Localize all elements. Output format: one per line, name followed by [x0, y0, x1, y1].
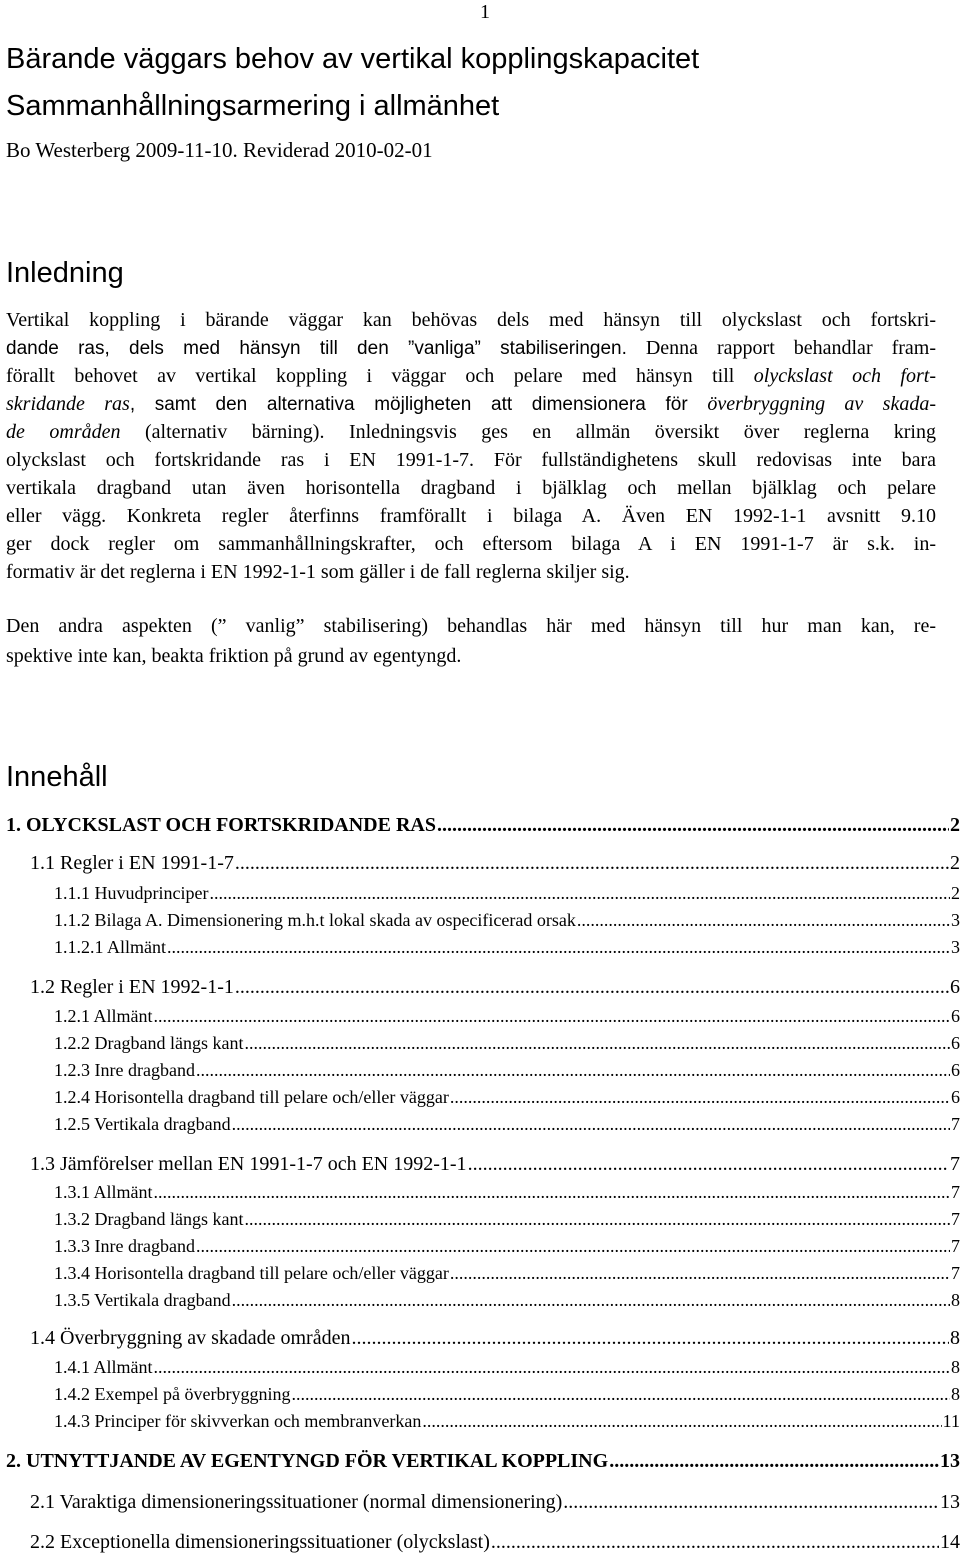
toc-leader-dots: [422, 1408, 941, 1434]
toc-leader-dots: [154, 1354, 951, 1380]
toc-entry-2-1[interactable]: [30, 1489, 960, 1515]
toc-entry-page: 7: [951, 1236, 960, 1256]
intro-paragraph-2: [6, 612, 936, 672]
toc-entry-1-1-1[interactable]: [54, 880, 960, 906]
toc-entry-text: 1.3.1 Allmänt: [54, 1182, 153, 1202]
toc-entry-text: 1.3.2 Dragband längs kant: [54, 1209, 244, 1229]
toc-entry-page: 13: [940, 1491, 960, 1513]
toc-entry-1-2-2[interactable]: [54, 1030, 960, 1056]
toc-leader-dots: [154, 1003, 951, 1029]
toc-entry-text: 1.3.3 Inre dragband: [54, 1236, 195, 1256]
section-heading-innehall: Innehåll: [6, 761, 108, 793]
toc-leader-dots: [291, 1381, 950, 1407]
intro-p1-line-2: [6, 334, 936, 362]
toc-leader-dots: [232, 1111, 950, 1137]
toc-leader-dots: [196, 1057, 950, 1083]
toc-entry-1-3-3[interactable]: [54, 1233, 960, 1259]
toc-leader-dots: [167, 934, 950, 960]
toc-leader-dots: [563, 1489, 939, 1515]
toc-entry-page: 8: [951, 1290, 960, 1310]
intro-p1-line-3-b: olyckslast och fort-: [753, 365, 936, 387]
toc-entry-1-2[interactable]: [30, 974, 960, 1000]
toc-entry-page: 6: [951, 1033, 960, 1053]
toc-entry-page: 7: [950, 1153, 960, 1175]
intro-p1-line-4: [6, 390, 936, 418]
toc-leader-dots: [244, 1206, 950, 1232]
toc-leader-dots: [468, 1151, 949, 1177]
toc-leader-dots: [351, 1325, 949, 1351]
toc-leader-dots: [235, 850, 949, 876]
toc-entry-1-3-4[interactable]: [54, 1260, 960, 1286]
toc-entry-text: 1.2.1 Allmänt: [54, 1006, 153, 1026]
intro-p1-line-2-b: Denna rapport behandlar fram-: [626, 337, 936, 359]
toc-entry-text: 2.2 Exceptionella dimensioneringssituationer (olyckslast): [30, 1531, 490, 1553]
intro-p2-line-2: spektive inte kan, beakta friktion på grund av egentyngd.: [6, 645, 462, 667]
toc-leader-dots: [154, 1179, 951, 1205]
toc-entry-1-3[interactable]: [30, 1151, 960, 1177]
toc-leader-dots: [437, 812, 949, 838]
toc-leader-dots: [244, 1030, 950, 1056]
toc-entry-text: 1.2.3 Inre dragband: [54, 1060, 195, 1080]
intro-p1-line-1: Vertikal koppling i bärande väggar kan behövas dels med hänsyn till olyckslast och fortskri-: [6, 309, 936, 331]
toc-entry-text: 1.3.5 Vertikala dragband: [54, 1290, 231, 1310]
toc-entry-1-3-1[interactable]: [54, 1179, 960, 1205]
toc-entry-text: 1.3.4 Horisontella dragband till pelare och/eller väggar: [54, 1263, 449, 1283]
toc-entry-1-4[interactable]: [30, 1325, 960, 1351]
toc-entry-text: 1.1 Regler i EN 1991-1-7: [30, 852, 234, 874]
toc-entry-2[interactable]: [6, 1448, 960, 1474]
toc-entry-2-2[interactable]: [30, 1529, 960, 1555]
toc-leader-dots: [577, 907, 950, 933]
toc-entry-text: 2. UTNYTTJANDE AV EGENTYNGD FÖR VERTIKAL KOPPLING: [6, 1450, 609, 1472]
toc-entry-text: 1.4.2 Exempel på överbryggning: [54, 1384, 291, 1404]
toc-entry-1-2-4[interactable]: [54, 1084, 960, 1110]
author-date-line: Bo Westerberg 2009-11-10. Reviderad 2010-02-01: [6, 138, 433, 162]
intro-p1-line-7: vertikala dragband utan även horisontella dragband i bjälklag och mellan bjälklag och pelare: [6, 477, 936, 499]
toc-leader-dots: [450, 1084, 950, 1110]
toc-entry-page: 8: [951, 1357, 960, 1377]
intro-p1-line-5-b: (alternativ bärning). Inledningsvis ges en allmän översikt över reglerna kring: [120, 421, 936, 443]
intro-p1-line-5: [6, 418, 936, 446]
page-number: 1: [480, 1, 490, 23]
toc-entry-text: 1.4 Överbryggning av skadade områden: [30, 1327, 351, 1349]
toc-entry-text: 1.2.5 Vertikala dragband: [54, 1114, 231, 1134]
intro-p2-line-1: Den andra aspekten (” vanlig” stabilisering) behandlas här med hänsyn till hur man kan, re-: [6, 615, 936, 637]
intro-p1-line-10: formativ är det reglerna i EN 1992-1-1 som gäller i de fall reglerna skiljer sig.: [6, 561, 630, 583]
toc-leader-dots: [450, 1260, 950, 1286]
toc-entry-page: 7: [951, 1114, 960, 1134]
toc-entry-page: 3: [951, 910, 960, 930]
toc-entry-text: 1.3 Jämförelser mellan EN 1991-1-7 och EN 1992-1-1: [30, 1153, 467, 1175]
toc-entry-page: 6: [951, 1060, 960, 1080]
intro-p1-line-4-a: skridande ras: [6, 393, 130, 415]
toc-entry-page: 2: [950, 852, 960, 874]
toc-entry-text: 1.2.2 Dragband längs kant: [54, 1033, 244, 1053]
toc-entry-text: 1.4.1 Allmänt: [54, 1357, 153, 1377]
toc-entry-text: 1.2 Regler i EN 1992-1-1: [30, 976, 234, 998]
toc-entry-1-1[interactable]: [30, 850, 960, 876]
toc-entry-1-3-5[interactable]: [54, 1287, 960, 1313]
intro-p1-line-4-b: , samt den alternativa möjligheten att dimensionera för: [129, 394, 708, 415]
toc-entry-page: 8: [951, 1384, 960, 1404]
toc-entry-page: 8: [950, 1327, 960, 1349]
document-title-line-1: Bärande väggars behov av vertikal kopplingskapacitet: [6, 43, 700, 75]
toc-entry-page: 6: [951, 1087, 960, 1107]
toc-entry-1-2-5[interactable]: [54, 1111, 960, 1137]
intro-p1-line-5-a: de områden: [6, 421, 121, 443]
toc-entry-page: 6: [951, 1006, 960, 1026]
intro-p1-line-2-a: dande ras, dels med hänsyn till den ”vanliga” stabiliseringen.: [6, 338, 627, 359]
toc-entry-text: 1.1.1 Huvudprinciper: [54, 883, 209, 903]
document-title-line-2: Sammanhållningsarmering i allmänhet: [6, 90, 500, 122]
toc-entry-1-3-2[interactable]: [54, 1206, 960, 1232]
intro-p1-line-9: ger dock regler om sammanhållningskrafter, och eftersom bilaga A i EN 1991-1-7 är s.k. in-: [6, 533, 936, 555]
toc-entry-page: 11: [942, 1411, 960, 1431]
intro-p1-line-3-a: förallt behovet av vertikal koppling i väggar och pelare med hänsyn till: [6, 365, 754, 387]
toc-entry-1-4-3[interactable]: [54, 1408, 960, 1434]
toc-entry-page: 14: [940, 1531, 960, 1553]
toc-entry-1-1-2-1[interactable]: [54, 934, 960, 960]
toc-entry-page: 6: [950, 976, 960, 998]
toc-leader-dots: [232, 1287, 950, 1313]
toc-entry-text: 1.1.2.1 Allmänt: [54, 937, 166, 957]
intro-paragraph-1: [6, 306, 936, 606]
toc-entry-page: 3: [951, 937, 960, 957]
toc-entry-1-4-1[interactable]: [54, 1354, 960, 1380]
toc-leader-dots: [491, 1529, 939, 1555]
toc-entry-text: 1.2.4 Horisontella dragband till pelare och/eller väggar: [54, 1087, 449, 1107]
toc-entry-text: 1.1.2 Bilaga A. Dimensionering m.h.t lokal skada av ospecificerad orsak: [54, 910, 576, 930]
toc-leader-dots: [235, 974, 949, 1000]
toc-leader-dots: [609, 1448, 939, 1474]
toc-entry-text: 2.1 Varaktiga dimensioneringssituationer (normal dimensionering): [30, 1491, 563, 1513]
toc-entry-1-4-2[interactable]: [54, 1381, 960, 1407]
toc-entry-1-2-1[interactable]: [54, 1003, 960, 1029]
toc-entry-page: 7: [951, 1209, 960, 1229]
toc-entry-1[interactable]: [6, 812, 960, 838]
toc-entry-page: 7: [951, 1182, 960, 1202]
toc-leader-dots: [209, 880, 950, 906]
toc-entry-1-1-2[interactable]: [54, 907, 960, 933]
intro-p1-line-3: [6, 362, 936, 390]
toc-entry-page: 13: [940, 1450, 960, 1472]
intro-p1-line-6: olyckslast och fortskridande ras i EN 1991-1-7. För fullständighetens skull redovisas inte bara: [6, 449, 936, 471]
toc-entry-text: 1. OLYCKSLAST OCH FORTSKRIDANDE RAS: [6, 814, 436, 836]
toc-leader-dots: [196, 1233, 950, 1259]
section-heading-inledning: Inledning: [6, 257, 124, 289]
toc-entry-page: 2: [951, 883, 960, 903]
intro-p1-line-4-c: överbryggning av skada-: [707, 393, 936, 415]
intro-p1-line-8: eller vägg. Konkreta regler återfinns framförallt i bilaga A. Även EN 1992-1-1 avsnitt 9.10: [6, 505, 936, 527]
toc-entry-1-2-3[interactable]: [54, 1057, 960, 1083]
toc-entry-page: 2: [950, 814, 960, 836]
toc-entry-text: 1.4.3 Principer för skivverkan och membranverkan: [54, 1411, 422, 1431]
toc-entry-page: 7: [951, 1263, 960, 1283]
